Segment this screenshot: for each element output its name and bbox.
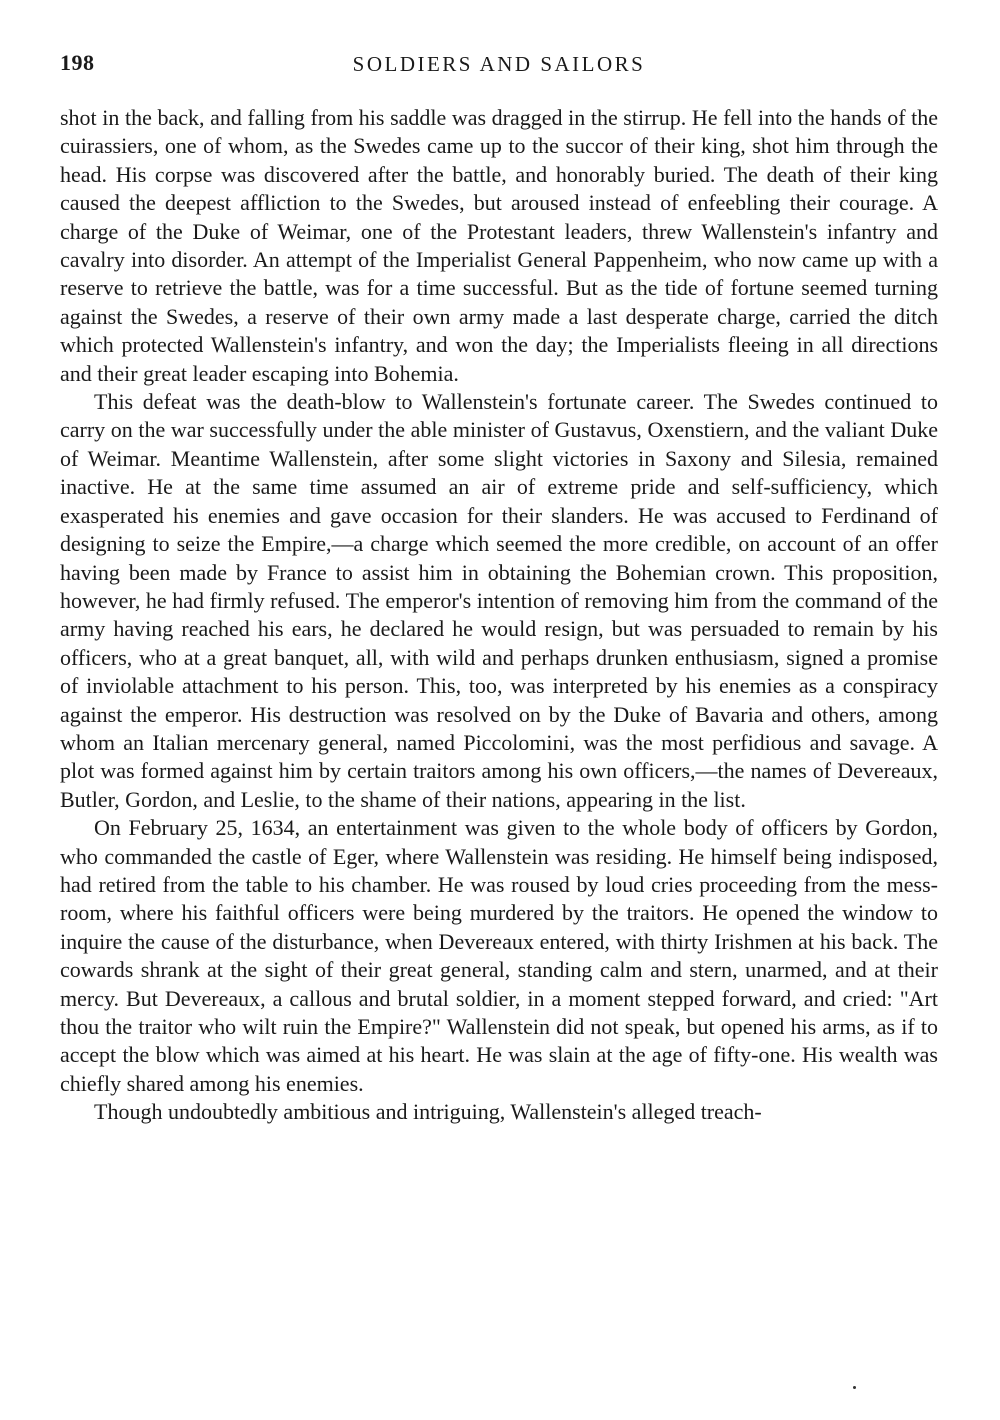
page-number: 198 <box>60 50 95 75</box>
stray-mark <box>853 1386 856 1389</box>
paragraph-defeat: This defeat was the death-blow to Wallenstein's fortunate career. The Swedes continued to carry on the war successfully under the able minister of Gustavus, Oxenstiern, and the valiant Duke of Weimar. Meantime Wallenstein, after some slight victories in Saxony and Silesia, remained inactive. He at the same time assumed an air of extreme pride and self-sufficiency, which exasperated his enemies and gave occasion for their slanders. He was accused to Ferdinand of designing to seize the Empire,—a charge which seemed the more credible, on account of an offer having been made by France to assist him in obtaining the Bohemian crown. This proposition, however, he had firmly refused. The emperor's intention of removing him from the command of the army having reached his ears, he declared he would resign, but was persuaded to remain by his officers, who at a great banquet, all, with wild and perhaps drunken enthusiasm, signed a promise of inviolable attachment to his person. This, too, was interpreted by his enemies as a conspiracy against the emperor. His destruction was resolved on by the Duke of Bavaria and others, among whom an Italian mercenary general, named Piccolomini, was the most perfidious and savage. A plot was formed against him by certain traitors among his own officers,—the names of Devereaux, Butler, Gordon, and Leslie, to the shame of their nations, appearing in the list. <box>60 389 938 812</box>
paragraph-closing: Though undoubtedly ambitious and intriguing, Wallenstein's alleged treach- <box>94 1099 762 1125</box>
running-title: SOLDIERS AND SAILORS <box>352 52 646 76</box>
page-header <box>60 50 938 86</box>
paragraph-continuation: shot in the back, and falling from his saddle was dragged in the stirrup. He fell into the hands of the cuirassiers, one of whom, as the Swedes came up to the succor of their king, shot him through the head. His corpse was discovered after the battle, and honorably buried. The death of their king caused the deepest affliction to the Swedes, but aroused instead of enfeebling their courage. A charge of the Duke of Weimar, one of the Protestant leaders, threw Wallenstein's infantry and cavalry into disorder. An attempt of the Imperialist General Pappenheim, who now came up with a reserve to retrieve the battle, was for a time successful. But as the tide of fortune seemed turning against the Swedes, a reserve of their own army made a last desperate charge, carried the ditch which protected Wallenstein's infantry, and won the day; the Imperialists fleeing in all directions and their great leader escaping into Bohemia. <box>60 105 938 386</box>
paragraph-assassination: On February 25, 1634, an entertainment was given to the whole body of officers by Gordon, who commanded the castle of Eger, where Wallenstein was residing. He himself being indisposed, had retired from the table to his chamber. He was roused by loud cries proceeding from the mess-room, where his faithful officers were being murdered by the traitors. He opened the window to inquire the cause of the disturbance, when Devereaux entered, with thirty Irishmen at his back. The cowards shrank at the sight of their great general, standing calm and stern, unarmed, and at their mercy. But Devereaux, a callous and brutal soldier, in a moment stepped forward, and cried: "Art thou the traitor who wilt ruin the Empire?" Wallenstein did not speak, but opened his arms, as if to accept the blow which was aimed at his heart. He was slain at the age of fifty-one. His wealth was chiefly shared among his enemies. <box>60 815 938 1096</box>
body-text <box>60 104 938 1127</box>
